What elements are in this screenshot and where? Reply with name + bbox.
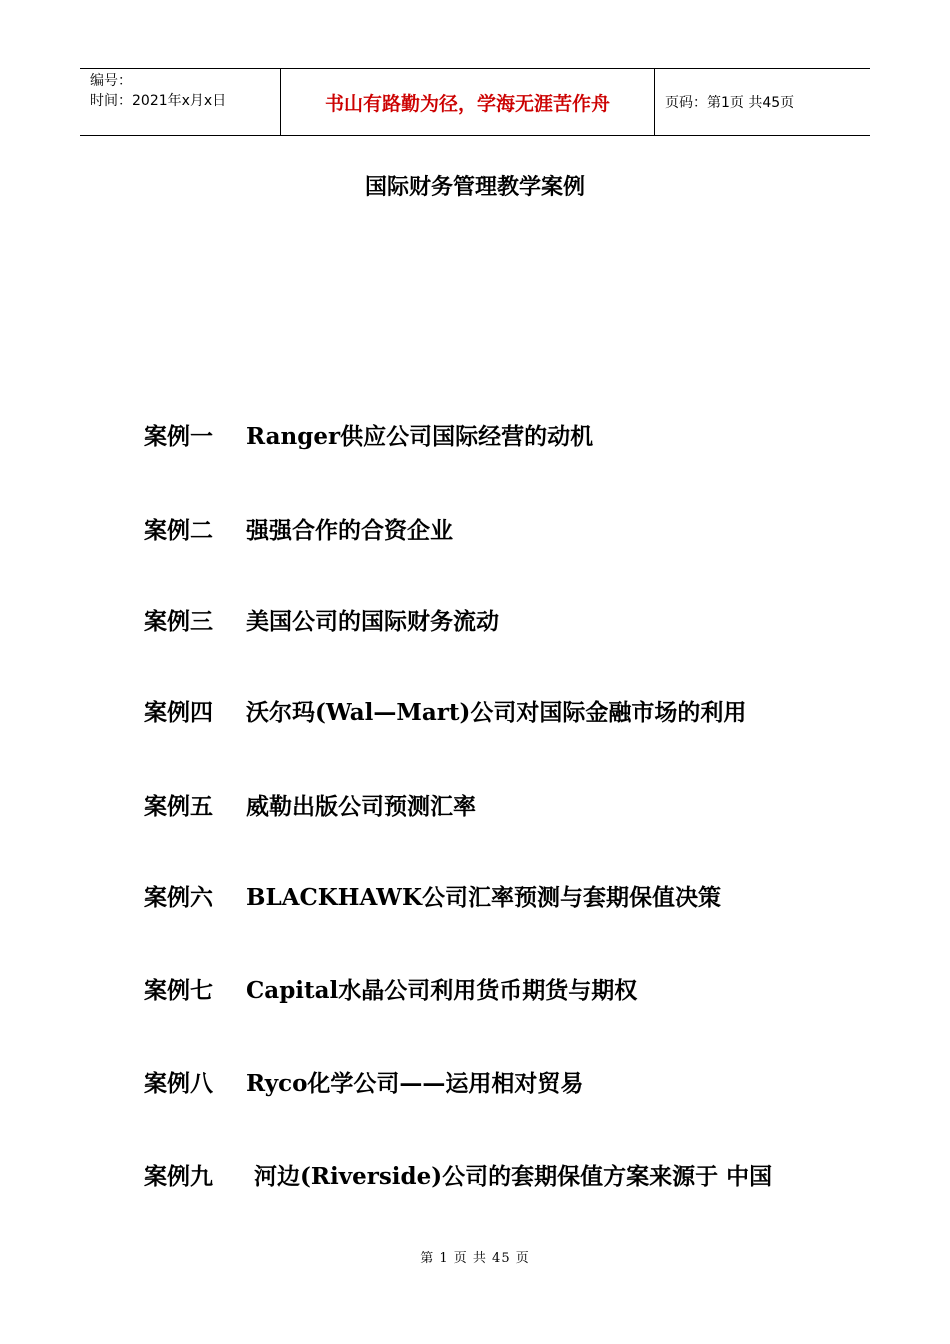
- case-number: 案例四: [144, 699, 213, 726]
- case-number: 案例七: [144, 977, 213, 1004]
- case-item: [144, 694, 746, 727]
- page-header: [80, 68, 870, 136]
- case-title: BLACKHAWK公司汇率预测与套期保值决策: [246, 884, 722, 911]
- header-meta-cell: [80, 69, 281, 135]
- case-title: 威勒出版公司预测汇率: [246, 793, 476, 820]
- case-item: [144, 512, 453, 545]
- time-label: 时间：2021年x月x日: [90, 93, 227, 109]
- case-number: 案例八: [144, 1070, 213, 1097]
- header-page-info: 页码：第1页 共45页: [665, 95, 795, 111]
- case-item: [144, 1158, 772, 1191]
- document-title: 国际财务管理教学案例: [364, 174, 585, 200]
- serial-label: 编号：: [90, 73, 132, 89]
- case-title: 沃尔玛(Wal—Mart)公司对国际金融市场的利用: [246, 699, 747, 726]
- header-motto: 书山有路勤为径，学海无涯苦作舟: [281, 69, 655, 135]
- case-number: 案例九: [144, 1163, 213, 1190]
- case-title: Ranger供应公司国际经营的动机: [246, 423, 594, 450]
- case-number: 案例三: [144, 608, 213, 635]
- case-item: [144, 603, 499, 636]
- case-number: 案例五: [144, 793, 213, 820]
- case-number: 案例六: [144, 884, 213, 911]
- case-title: Capital水晶公司利用货币期货与期权: [246, 977, 638, 1004]
- case-item: [144, 879, 721, 912]
- page-footer: 第 1 页 共 45 页: [420, 1251, 530, 1266]
- case-title: Ryco化学公司——运用相对贸易: [246, 1070, 584, 1097]
- case-item: [144, 788, 476, 821]
- case-number: 案例一: [144, 423, 213, 450]
- case-title: 强强合作的合资企业: [246, 517, 453, 544]
- case-number: 案例二: [144, 517, 213, 544]
- case-item: [144, 972, 637, 1005]
- case-title: 美国公司的国际财务流动: [246, 608, 499, 635]
- case-item: [144, 1065, 583, 1098]
- case-title: 河边(Riverside)公司的套期保值方案来源于 中国: [246, 1163, 773, 1190]
- case-item: [144, 418, 593, 451]
